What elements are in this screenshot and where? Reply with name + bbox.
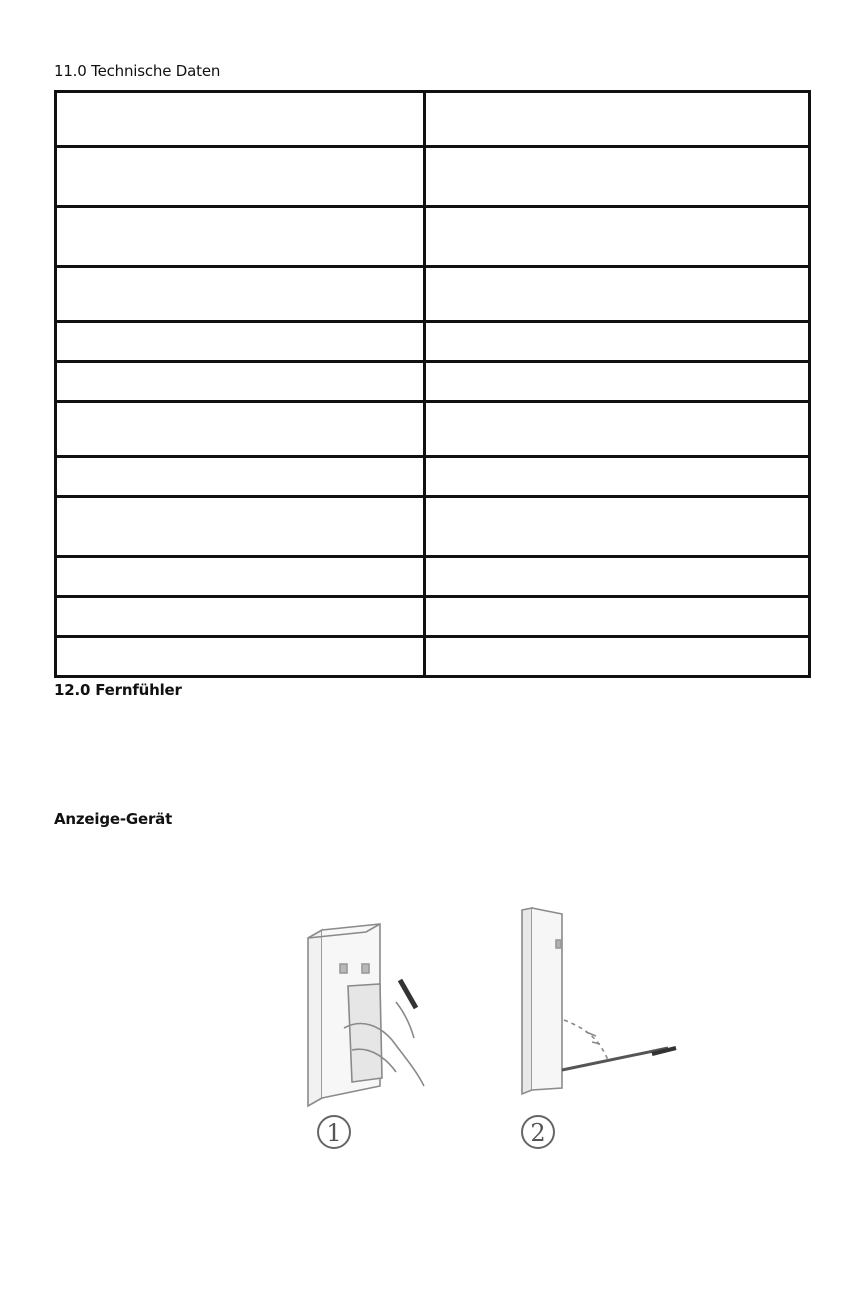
section-title-display-unit: Anzeige-Gerät bbox=[54, 810, 173, 828]
display-button bbox=[556, 940, 561, 948]
spec-label-cell bbox=[56, 92, 425, 147]
table-row bbox=[56, 147, 810, 207]
spec-label-cell bbox=[56, 637, 425, 677]
technical-data-table bbox=[54, 90, 811, 678]
push-arrow bbox=[400, 980, 416, 1008]
spec-label-cell bbox=[56, 497, 425, 557]
stand-leg bbox=[348, 984, 382, 1082]
stand-leg bbox=[562, 1048, 668, 1070]
spec-value-cell bbox=[425, 362, 810, 402]
table-row bbox=[56, 362, 810, 402]
step-1-illustration bbox=[308, 924, 424, 1106]
spec-value-cell bbox=[425, 457, 810, 497]
table-row bbox=[56, 597, 810, 637]
table-row bbox=[56, 92, 810, 147]
spec-label-cell bbox=[56, 267, 425, 322]
spec-label-cell bbox=[56, 362, 425, 402]
step-2-number bbox=[522, 1116, 554, 1148]
table-row bbox=[56, 497, 810, 557]
svg-text:1: 1 bbox=[326, 1119, 342, 1147]
spec-value-cell bbox=[425, 147, 810, 207]
spec-label-cell bbox=[56, 597, 425, 637]
spec-value-cell bbox=[425, 497, 810, 557]
spec-value-cell bbox=[425, 267, 810, 322]
spec-label-cell bbox=[56, 147, 425, 207]
table-row bbox=[56, 637, 810, 677]
finger-outline bbox=[396, 1002, 414, 1038]
display-button bbox=[340, 964, 347, 973]
spec-value-cell bbox=[425, 92, 810, 147]
stand-installation-illustration bbox=[300, 900, 700, 1170]
device-front-panel bbox=[308, 930, 322, 1106]
section-title-technical-data: 11.0 Technische Daten bbox=[54, 62, 221, 80]
step-2-illustration bbox=[522, 908, 676, 1094]
table-row bbox=[56, 267, 810, 322]
spec-value-cell bbox=[425, 402, 810, 457]
table-row bbox=[56, 402, 810, 457]
angle-dashed-line bbox=[564, 1020, 608, 1060]
spec-value-cell bbox=[425, 207, 810, 267]
table-row bbox=[56, 207, 810, 267]
spec-label-cell bbox=[56, 457, 425, 497]
table-row bbox=[56, 457, 810, 497]
svg-text:2: 2 bbox=[530, 1119, 546, 1147]
section-title-remote-sensor: 12.0 Fernfühler bbox=[54, 681, 182, 699]
spec-value-cell bbox=[425, 637, 810, 677]
table-row bbox=[56, 322, 810, 362]
spec-value-cell bbox=[425, 557, 810, 597]
spec-value-cell bbox=[425, 597, 810, 637]
step-1-number bbox=[318, 1116, 350, 1148]
display-button bbox=[362, 964, 369, 973]
spec-label-cell bbox=[56, 207, 425, 267]
device-side-panel bbox=[522, 908, 532, 1094]
spec-value-cell bbox=[425, 322, 810, 362]
table-row bbox=[56, 557, 810, 597]
spec-label-cell bbox=[56, 557, 425, 597]
device-body bbox=[532, 908, 562, 1090]
spec-label-cell bbox=[56, 322, 425, 362]
spec-label-cell bbox=[56, 402, 425, 457]
